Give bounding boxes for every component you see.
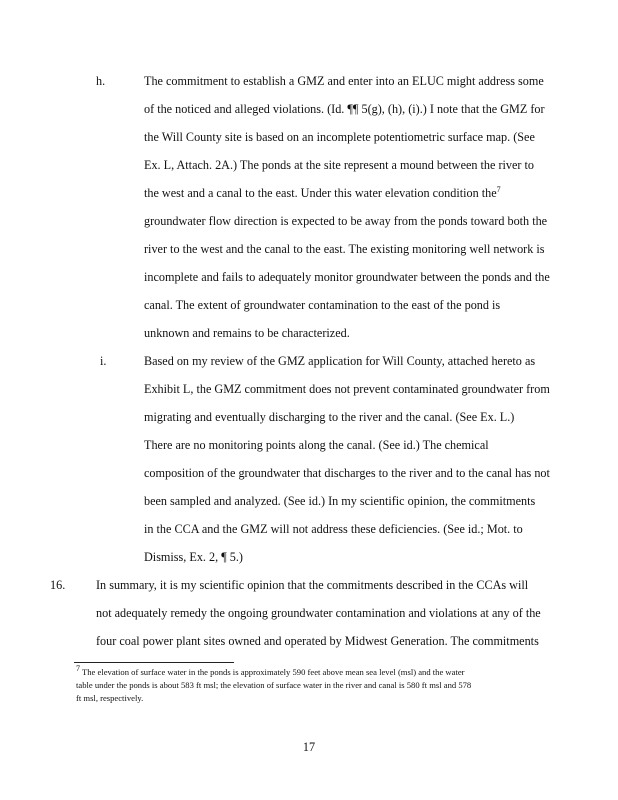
para-h-line: the Will County site is based on an incomplete potentiometric surface map. (See	[144, 130, 535, 144]
footnote-marker: 7	[76, 664, 80, 674]
para-i-line: composition of the groundwater that discharges to the river and to the canal has not	[144, 466, 550, 480]
para-i-line: Dismiss, Ex. 2, ¶ 5.)	[144, 550, 243, 564]
para-h-line: groundwater flow direction is expected to be away from the ponds toward both the	[144, 214, 548, 228]
para-h-line: the west and a canal to the east. Under this water elevation condition the$^7$	[144, 184, 501, 200]
para-h-line: incomplete and fails to adequately monitor groundwater between the ponds and the	[144, 270, 550, 284]
para-16-line: four coal power plant sites owned and operated by Midwest Generation. The commitments	[96, 634, 539, 648]
para-h-line: The commitment to establish a GMZ and enter into an ELUC might address some	[144, 74, 544, 88]
para-i-label: i.	[100, 354, 107, 368]
para-i-line: been sampled and analyzed. (See id.) In my scientific opinion, the commitments	[144, 494, 536, 508]
para-16-line: not adequately remedy the ongoing groundwater contamination and violations at any of the	[96, 606, 541, 620]
footnote-ref: 7	[496, 184, 501, 194]
footnote-line: ft msl, respectively.	[76, 693, 144, 703]
para-h-line: of the noticed and alleged violations. (Id. ¶¶ 5(g), (h), (i).) I note that the GMZ for	[144, 102, 545, 116]
para-16-label: 16.	[50, 578, 66, 592]
para-h-line: unknown and remains to be characterized.	[144, 326, 350, 340]
footnote-line: $^7$ The elevation of surface water in the ponds is approximately 590 feet above mean sea level (msl) and the water	[76, 664, 465, 677]
para-h-label: h.	[96, 74, 106, 88]
page-number: 17	[302, 740, 316, 754]
para-16-line: In summary, it is my scientific opinion that the commitments described in the CCAs will	[96, 578, 529, 592]
para-i-line: There are no monitoring points along the canal. (See id.) The chemical	[144, 438, 489, 452]
para-i-line: in the CCA and the GMZ will not address these deficiencies. (See id.; Mot. to	[144, 522, 523, 536]
para-i-line: Exhibit L, the GMZ commitment does not prevent contaminated groundwater from	[144, 382, 550, 396]
para-i-line: migrating and eventually discharging to the river and the canal. (See Ex. L.)	[144, 410, 515, 424]
para-i-line: Based on my review of the GMZ application for Will County, attached hereto as	[144, 354, 536, 368]
para-h-line: river to the west and the canal to the east. The existing monitoring well network is	[144, 242, 545, 256]
footnote-line: table under the ponds is about 583 ft msl; the elevation of surface water in the river and canal is 580 ft msl and 578	[76, 680, 472, 690]
para-h-line: Ex. L, Attach. 2A.) The ponds at the site represent a mound between the river to	[144, 158, 534, 172]
para-h-line: canal. The extent of groundwater contamination to the east of the pond is	[144, 298, 501, 312]
footnote-divider	[74, 662, 234, 663]
